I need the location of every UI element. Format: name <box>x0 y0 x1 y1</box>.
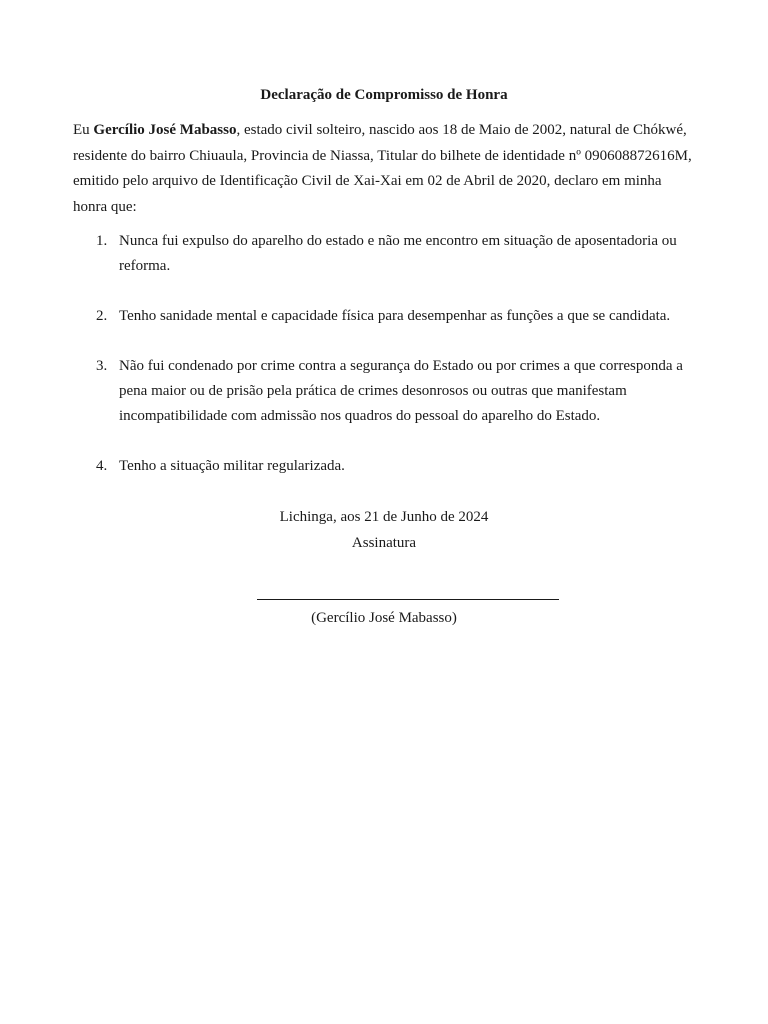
signer-name: (Gercílio José Mabasso) <box>311 610 457 626</box>
list-item-number: 1. <box>96 233 108 249</box>
list-item <box>73 229 698 279</box>
signature-label: Assinatura <box>351 535 417 551</box>
list-item <box>73 354 698 429</box>
signature-line <box>257 599 559 600</box>
document-title: Declaração de Compromisso de Honra <box>260 87 508 103</box>
place-and-date: Lichinga, aos 21 de Junho de 2024 <box>279 509 489 525</box>
list-item-text: Nunca fui expulso do aparelho do estado e não me encontro em situação de aposentadoria ou reforma. <box>119 233 677 274</box>
list-item-number: 4. <box>96 458 108 474</box>
list-item-number: 3. <box>96 358 108 374</box>
declaration-list <box>73 229 698 504</box>
intro-paragraph <box>73 118 698 220</box>
list-item-text: Não fui condenado por crime contra a segurança do Estado ou por crimes a que corresponda a pena maior ou de prisão pela prática de crimes desonrosos ou outras que manifestam incompatibilidade com admissão nos quadros do pessoal do aparelho do Estado. <box>119 358 683 424</box>
list-item-text: Tenho sanidade mental e capacidade física para desempenhar as funções a que se candidata. <box>119 308 671 324</box>
list-item <box>73 304 698 329</box>
intro-body: , estado civil solteiro, nascido aos 18 de Maio de 2002, natural de Chókwé, residente do bairro Chiuaula, Provincia de Niassa, Titular do bilhete de identidade nº 090608872616M, emitido pelo arquivo de Identificação Civil de Xai-Xai em 02 de Abril de 2020, declaro em minha honra que: <box>73 122 692 215</box>
list-item <box>73 454 698 479</box>
intro-prefix: Eu <box>73 122 94 138</box>
list-item-number: 2. <box>96 308 108 324</box>
declarant-name: Gercílio José Mabasso <box>93 122 237 138</box>
list-item-text: Tenho a situação militar regularizada. <box>119 458 345 474</box>
